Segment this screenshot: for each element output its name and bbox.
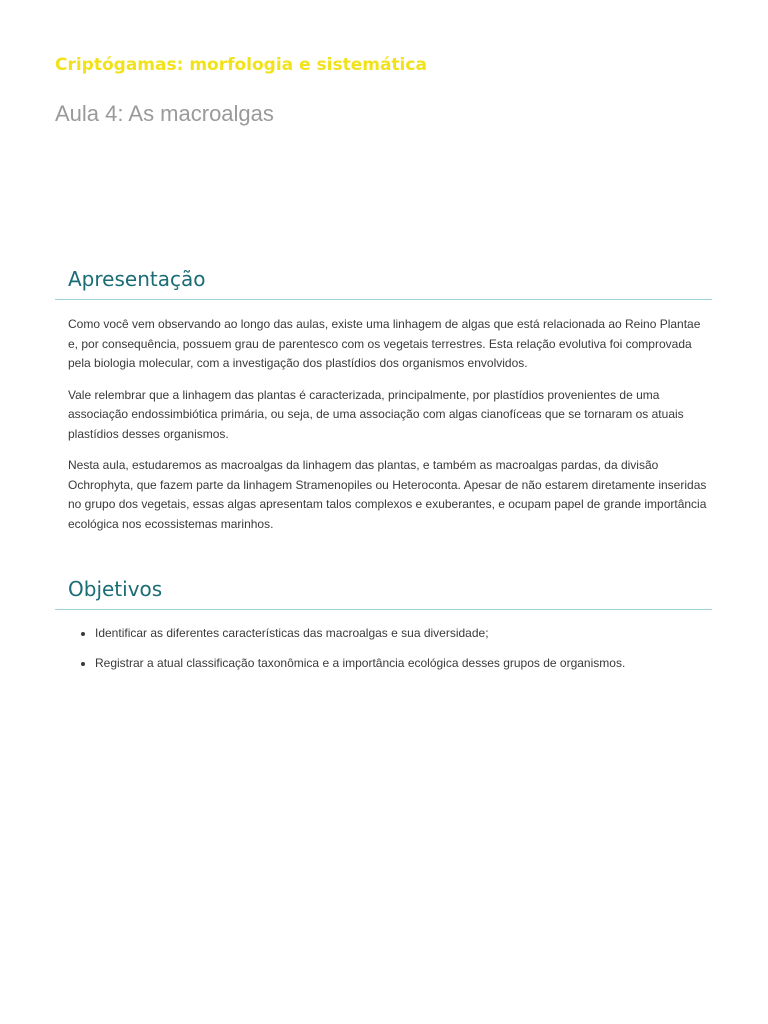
course-title: Criptógamas: morfologia e sistemática	[55, 55, 427, 75]
lesson-title: Aula 4: As macroalgas	[55, 101, 274, 126]
section-header	[55, 575, 712, 610]
presentation-section	[55, 265, 712, 546]
objectives-list	[68, 624, 712, 673]
list-item: • Registrar a atual classificação taxonômica e a importância ecológica desses grupos de organismos.	[95, 654, 712, 674]
paragraph: Como você vem observando ao longo das aulas, existe uma linhagem de algas que está relacionada ao Reino Plantae e, por consequência, possuem grau de parentesco com os vegetais terrestres. Esta relação evolutiva foi comprovada pela biologia molecular, com a investigação dos plastídios dos organismos envolvidos.	[68, 317, 701, 370]
paragraph: Vale relembrar que a linhagem das plantas é caracterizada, principalmente, por plastídios provenientes de uma associação endossimbiótica primária, ou seja, de uma associação com algas cianofíceas que se tornaram os atuais plastídios desses organismos.	[68, 387, 684, 441]
list-item: • Identificar as diferentes características das macroalgas e sua diversidade;	[95, 624, 712, 644]
objectives-section	[55, 575, 712, 683]
section-heading-apresentacao: Apresentação	[68, 267, 206, 291]
section-heading-objetivos: Objetivos	[68, 577, 163, 601]
section-header	[55, 265, 712, 300]
paragraph: Nesta aula, estudaremos as macroalgas da linhagem das plantas, e também as macroalgas pardas, da divisão Ochrophyta, que fazem parte da linhagem Stramenopiles ou Heteroconta. Apesar de não estarem diretamente inseridas no grupo dos vegetais, essas algas apresentam talos complexos e exuberantes, e ocupam papel de grande importância ecológica nos ecossistemas marinhos.	[68, 458, 707, 531]
section-body	[55, 610, 712, 673]
section-body	[55, 300, 712, 534]
